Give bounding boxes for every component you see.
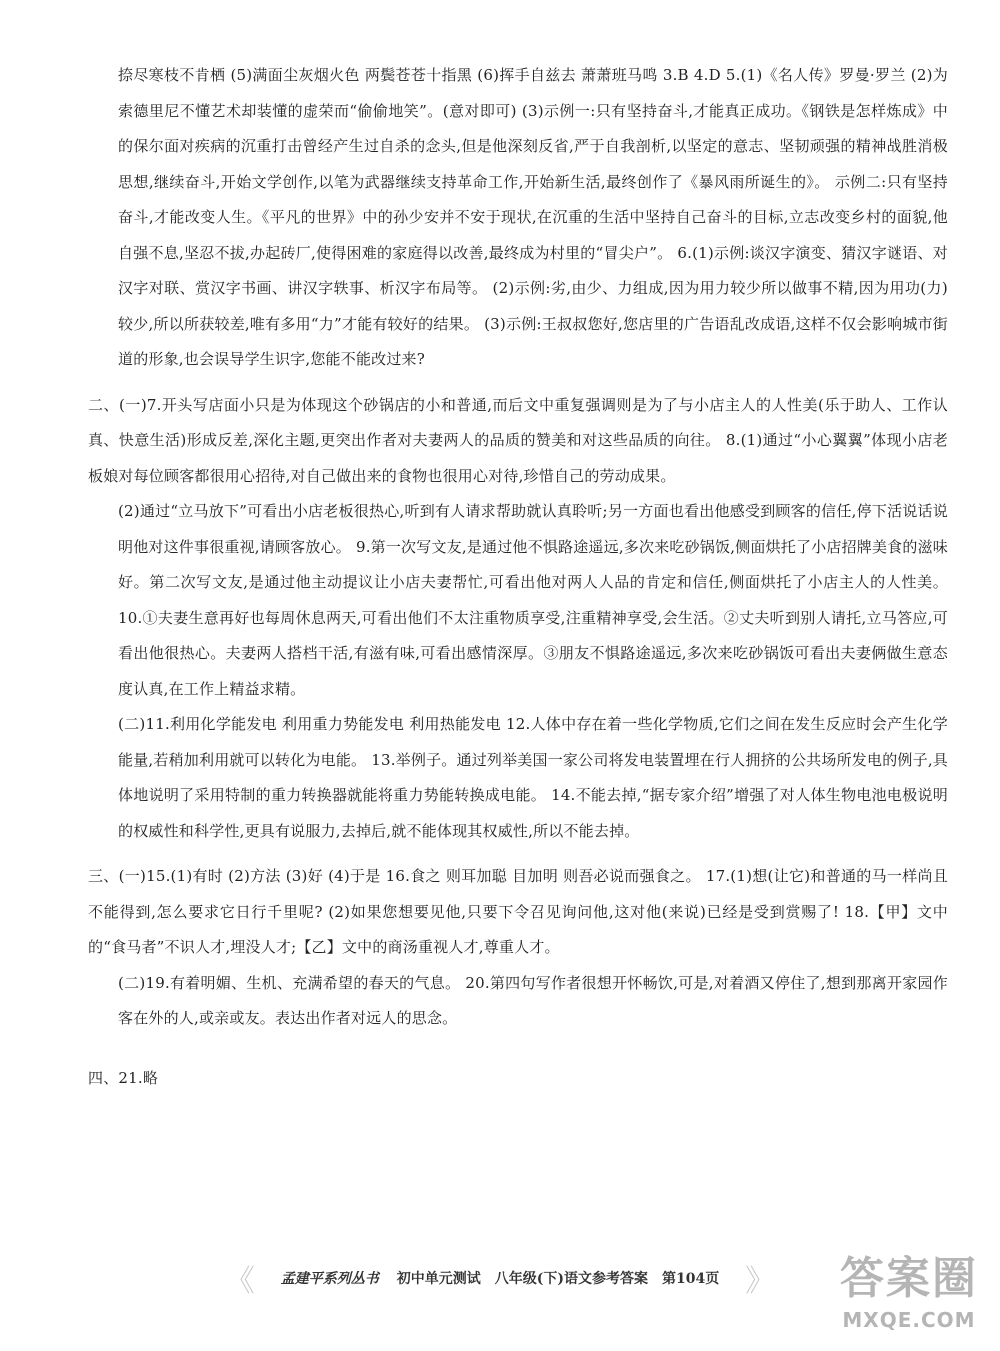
paragraph-2: 二、(一)7.开头写店面小只是为体现这个砂锅店的小和普通,而后文中重复强调则是为了与小店主人的人性美(乐于助人、工作认真、快意生活)形成反差,深化主题,更突出作者对夫妻两人的品质的赞美和对这些品质的向往。 8.(1)通过“小心翼翼”体现小店老板娘对每位顾客都很用心招待,对自己做出来的食物也很用心对待,珍惜自己的劳动成果。 — [88, 395, 948, 485]
right-arrow-icon: 》 — [745, 1264, 776, 1299]
answer-content — [88, 58, 948, 1096]
left-arrow-icon: 《 — [224, 1264, 255, 1299]
paragraph-7: 四、21.略 — [88, 1068, 159, 1087]
watermark-text: 答案圈 — [840, 1253, 978, 1304]
watermark-url: MXQE.COM — [842, 1308, 976, 1332]
paragraph-1: 捺尽寒枝不肯栖 (5)满面尘灰烟火色 两鬓苍苍十指黑 (6)挥手自兹去 萧萧班马鸣 3.B 4.D 5.(1)《名人传》罗曼·罗兰 (2)为索德里尼不懂艺术却装懂的虚荣而“偷偷地笑”。(意对即可) (3)示例一:只有坚持奋斗,才能真正成功。《钢铁是怎样炼成》中的保尔面对疾病的沉重打击曾经产生过自杀的念头,但是他深刻反省,严于自我剖析,以坚定的意志、坚韧顽强的精神战胜消极思想,继续奋斗,开始文学创作,以笔为武器继续支持革命工作,开始新生活,最终创作了《暴风雨所诞生的》。 示例二:只有坚持奋斗,才能改变人生。《平凡的世界》中的孙少安并不安于现状,在沉重的生活中坚持自己奋斗的目标,立志改变乡村的面貌,他自强不息,坚忍不拔,办起砖厂,使得困难的家庭得以改善,最终成为村里的“冒尖户”。 6.(1)示例:谈汉字演变、猜汉字谜语、对汉字对联、赏汉字书画、讲汉字轶事、析汉字布局等。 (2)示例:劣,由少、力组成,因为用力较少所以做事不精,因为用功(力)较少,所以所获较差,唯有多用“力”才能有较好的结果。 (3)示例:王叔叔您好,您店里的广告语乱改成语,这样不仅会影响城市街道的形象,也会误导学生识字,您能不能改过来? — [118, 66, 948, 368]
footer-title: 初中单元测试 — [396, 1271, 481, 1287]
footer-grade: 八年级(下)语文参考答案 — [494, 1271, 648, 1287]
watermark-logo — [834, 1249, 984, 1339]
paragraph-4: (二)11.利用化学能发电 利用重力势能发电 利用热能发电 12.人体中存在着一些化学物质,它们之间在发生反应时会产生化学能量,若稍加利用就可以转化为电能。 13.举例子。通过列举美国一家公司将发电装置埋在行人拥挤的公共场所发电的例子,具体地说明了采用特制的重力转换器就能将重力势能转换成电能。 14.不能去掉,“据专家介绍”增强了对人体生物电池电极说明的权威性和科学性,更具有说服力,去掉后,就不能体现其权威性,所以不能去掉。 — [118, 715, 948, 840]
footer-page-number: 第104页 — [662, 1271, 720, 1287]
paragraph-6: (二)19.有着明媚、生机、充满希望的春天的气息。 20.第四句写作者很想开怀畅饮,可是,对着酒又停住了,想到那离开家园作客在外的人,或亲或友。表达出作者对远人的思念。 — [118, 973, 948, 1027]
paragraph-3: (2)通过“立马放下”可看出小店老板很热心,听到有人请求帮助就认真聆听;另一方面也看出他感受到顾客的信任,停下活说话说明他对这件事很重视,请顾客放心。 9.第一次写文友,是通过他不惧路途遥远,多次来吃砂锅饭,侧面烘托了小店招牌美食的滋味好。第二次写文友,是通过他主动提议让小店夫妻帮忙,可看出他对两人人品的肯定和信任,侧面烘托了小店主人的人性美。 10.①夫妻生意再好也每周休息两天,可看出他们不太注重物质享受,注重精神享受,会生活。②丈夫听到别人请托,立马答应,可看出他很热心。夫妻两人搭档干活,有滋有味,可看出感情深厚。③朋友不惧路途遥远,多次来吃砂锅饭可看出夫妻俩做生意态度认真,在工作上精益求精。 — [118, 502, 948, 698]
paragraph-5: 三、(一)15.(1)有时 (2)方法 (3)好 (4)于是 16.食之 则耳加聪 目加明 则吾必说而强食之。 17.(1)想(让它)和普通的马一样尚且不能得到,怎么要求它日行千里呢? (2)如果您想要见他,只要下令召见询问他,这对他(来说)已经是受到赏赐了! 18.【甲】文中的“食马者”不识人才,埋没人才;【乙】文中的商汤重视人才,尊重人才。 — [88, 867, 948, 956]
footer-series: 孟建平系列丛书 — [280, 1271, 379, 1287]
